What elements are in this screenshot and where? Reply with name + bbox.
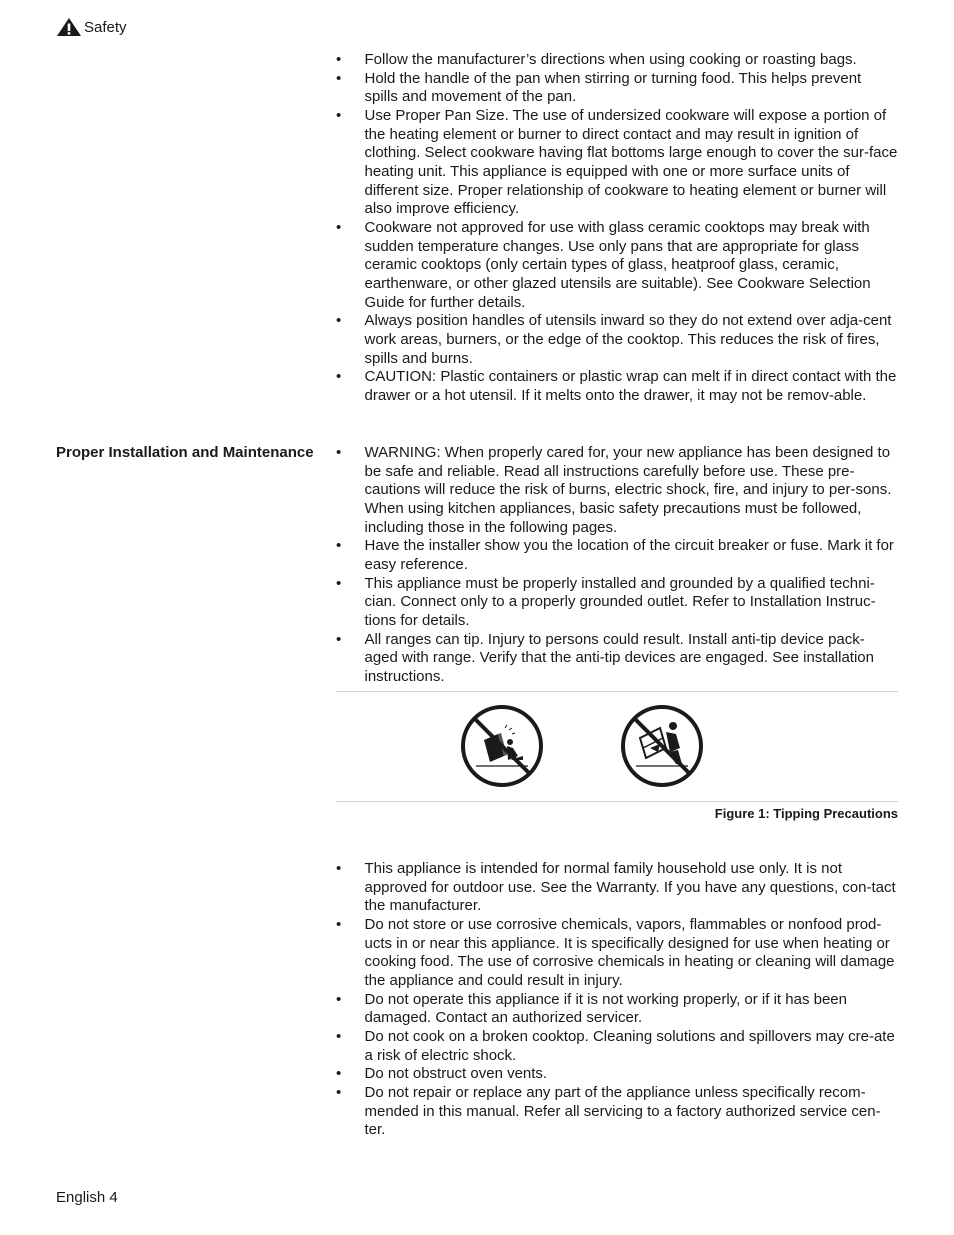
list-item: • This appliance is intended for normal family household use only. It is not approved for outdoor use. See the Warranty. If you have any questions, con-tact the manufacturer.: [336, 860, 898, 916]
list-item: • Do not operate this appliance if it is not working properly, or if it has been damaged. Contact an authorized servicer.: [336, 991, 898, 1028]
list-item: • Do not repair or replace any part of the appliance unless specifically recom-mended in this manual. Refer all servicing to a factory authorized service cen-ter.: [336, 1084, 898, 1140]
list-item: • Do not store or use corrosive chemicals, vapors, flammables or nonfood prod-ucts in or near this appliance. It is specifically designed for use when heating or cooking food. The use of corrosive chemicals in heating or cleaning will damage the appliance and could result in injury.: [336, 916, 898, 991]
list-item: • WARNING: When properly cared for, your new appliance has been designed to be safe and reliable. Read all instructions carefully before use. These pre-cautions will reduce the risk of burns, electric shock, fire, and injury to per-sons. When using kitchen appliances, basic safety precautions must be followed, including those in the following pages.: [336, 444, 898, 537]
list-item: • CAUTION: Plastic containers or plastic wrap can melt if in direct contact with the drawer or a hot utensil. If it melts onto the drawer, it may not be remov-able.: [336, 368, 898, 405]
cookware-safety-list: [336, 51, 898, 405]
tipping-figure: [336, 691, 898, 802]
list-item: • Do not obstruct oven vents.: [336, 1065, 898, 1084]
page-header: [56, 17, 127, 37]
no-tipping-child-icon: [460, 704, 544, 788]
list-item: • Do not cook on a broken cooktop. Cleaning solutions and spillovers may cre-ate a risk of electric shock.: [336, 1028, 898, 1065]
page-number: English 4: [56, 1189, 118, 1206]
list-item: • This appliance must be properly installed and grounded by a qualified techni-cian. Connect only to a properly grounded outlet. Refer to Installation Instruc-tions for details.: [336, 575, 898, 631]
list-item: • Always position handles of utensils inward so they do not extend over adja-cent work areas, burners, or the edge of the cooktop. This reduces the risk of fires, spills and burns.: [336, 312, 898, 368]
no-tipping-climbing-icon: [620, 704, 704, 788]
figure-caption: Figure 1: Tipping Precautions: [714, 806, 898, 821]
installation-heading: Proper Installation and Maintenance: [56, 444, 314, 461]
warning-triangle-icon: [56, 17, 82, 37]
list-item: • All ranges can tip. Injury to persons could result. Install anti-tip device pack-aged with range. Verify that the anti-tip devices are engaged. See installation instructions.: [336, 631, 898, 687]
list-item: • Follow the manufacturer’s directions when using cooking or roasting bags.: [336, 51, 898, 70]
list-item: • Hold the handle of the pan when stirring or turning food. This helps prevent spills and movement of the pan.: [336, 70, 898, 107]
section-title: Safety: [84, 19, 127, 36]
maintenance-list: [336, 860, 898, 1140]
list-item: • Cookware not approved for use with glass ceramic cooktops may break with sudden temperature changes. Use only pans that are appropriate for glass ceramic cooktops (only certain types of glass, heatproof glass, ceramic, earthenware, or other glazed utensils are suitable). See Cookware Selection Guide for further details.: [336, 219, 898, 312]
installation-list: [336, 444, 898, 687]
list-item: • Use Proper Pan Size. The use of undersized cookware will expose a portion of the heating element or burner to direct contact and may result in ignition of clothing. Select cookware having flat bottoms large enough to cover the sur-face heating unit. This appliance is equipped with one or more surface units of different size. Proper relationship of cookware to heating element or burner will also improve efficiency.: [336, 107, 898, 219]
list-item: • Have the installer show you the location of the circuit breaker or fuse. Mark it for easy reference.: [336, 537, 898, 574]
